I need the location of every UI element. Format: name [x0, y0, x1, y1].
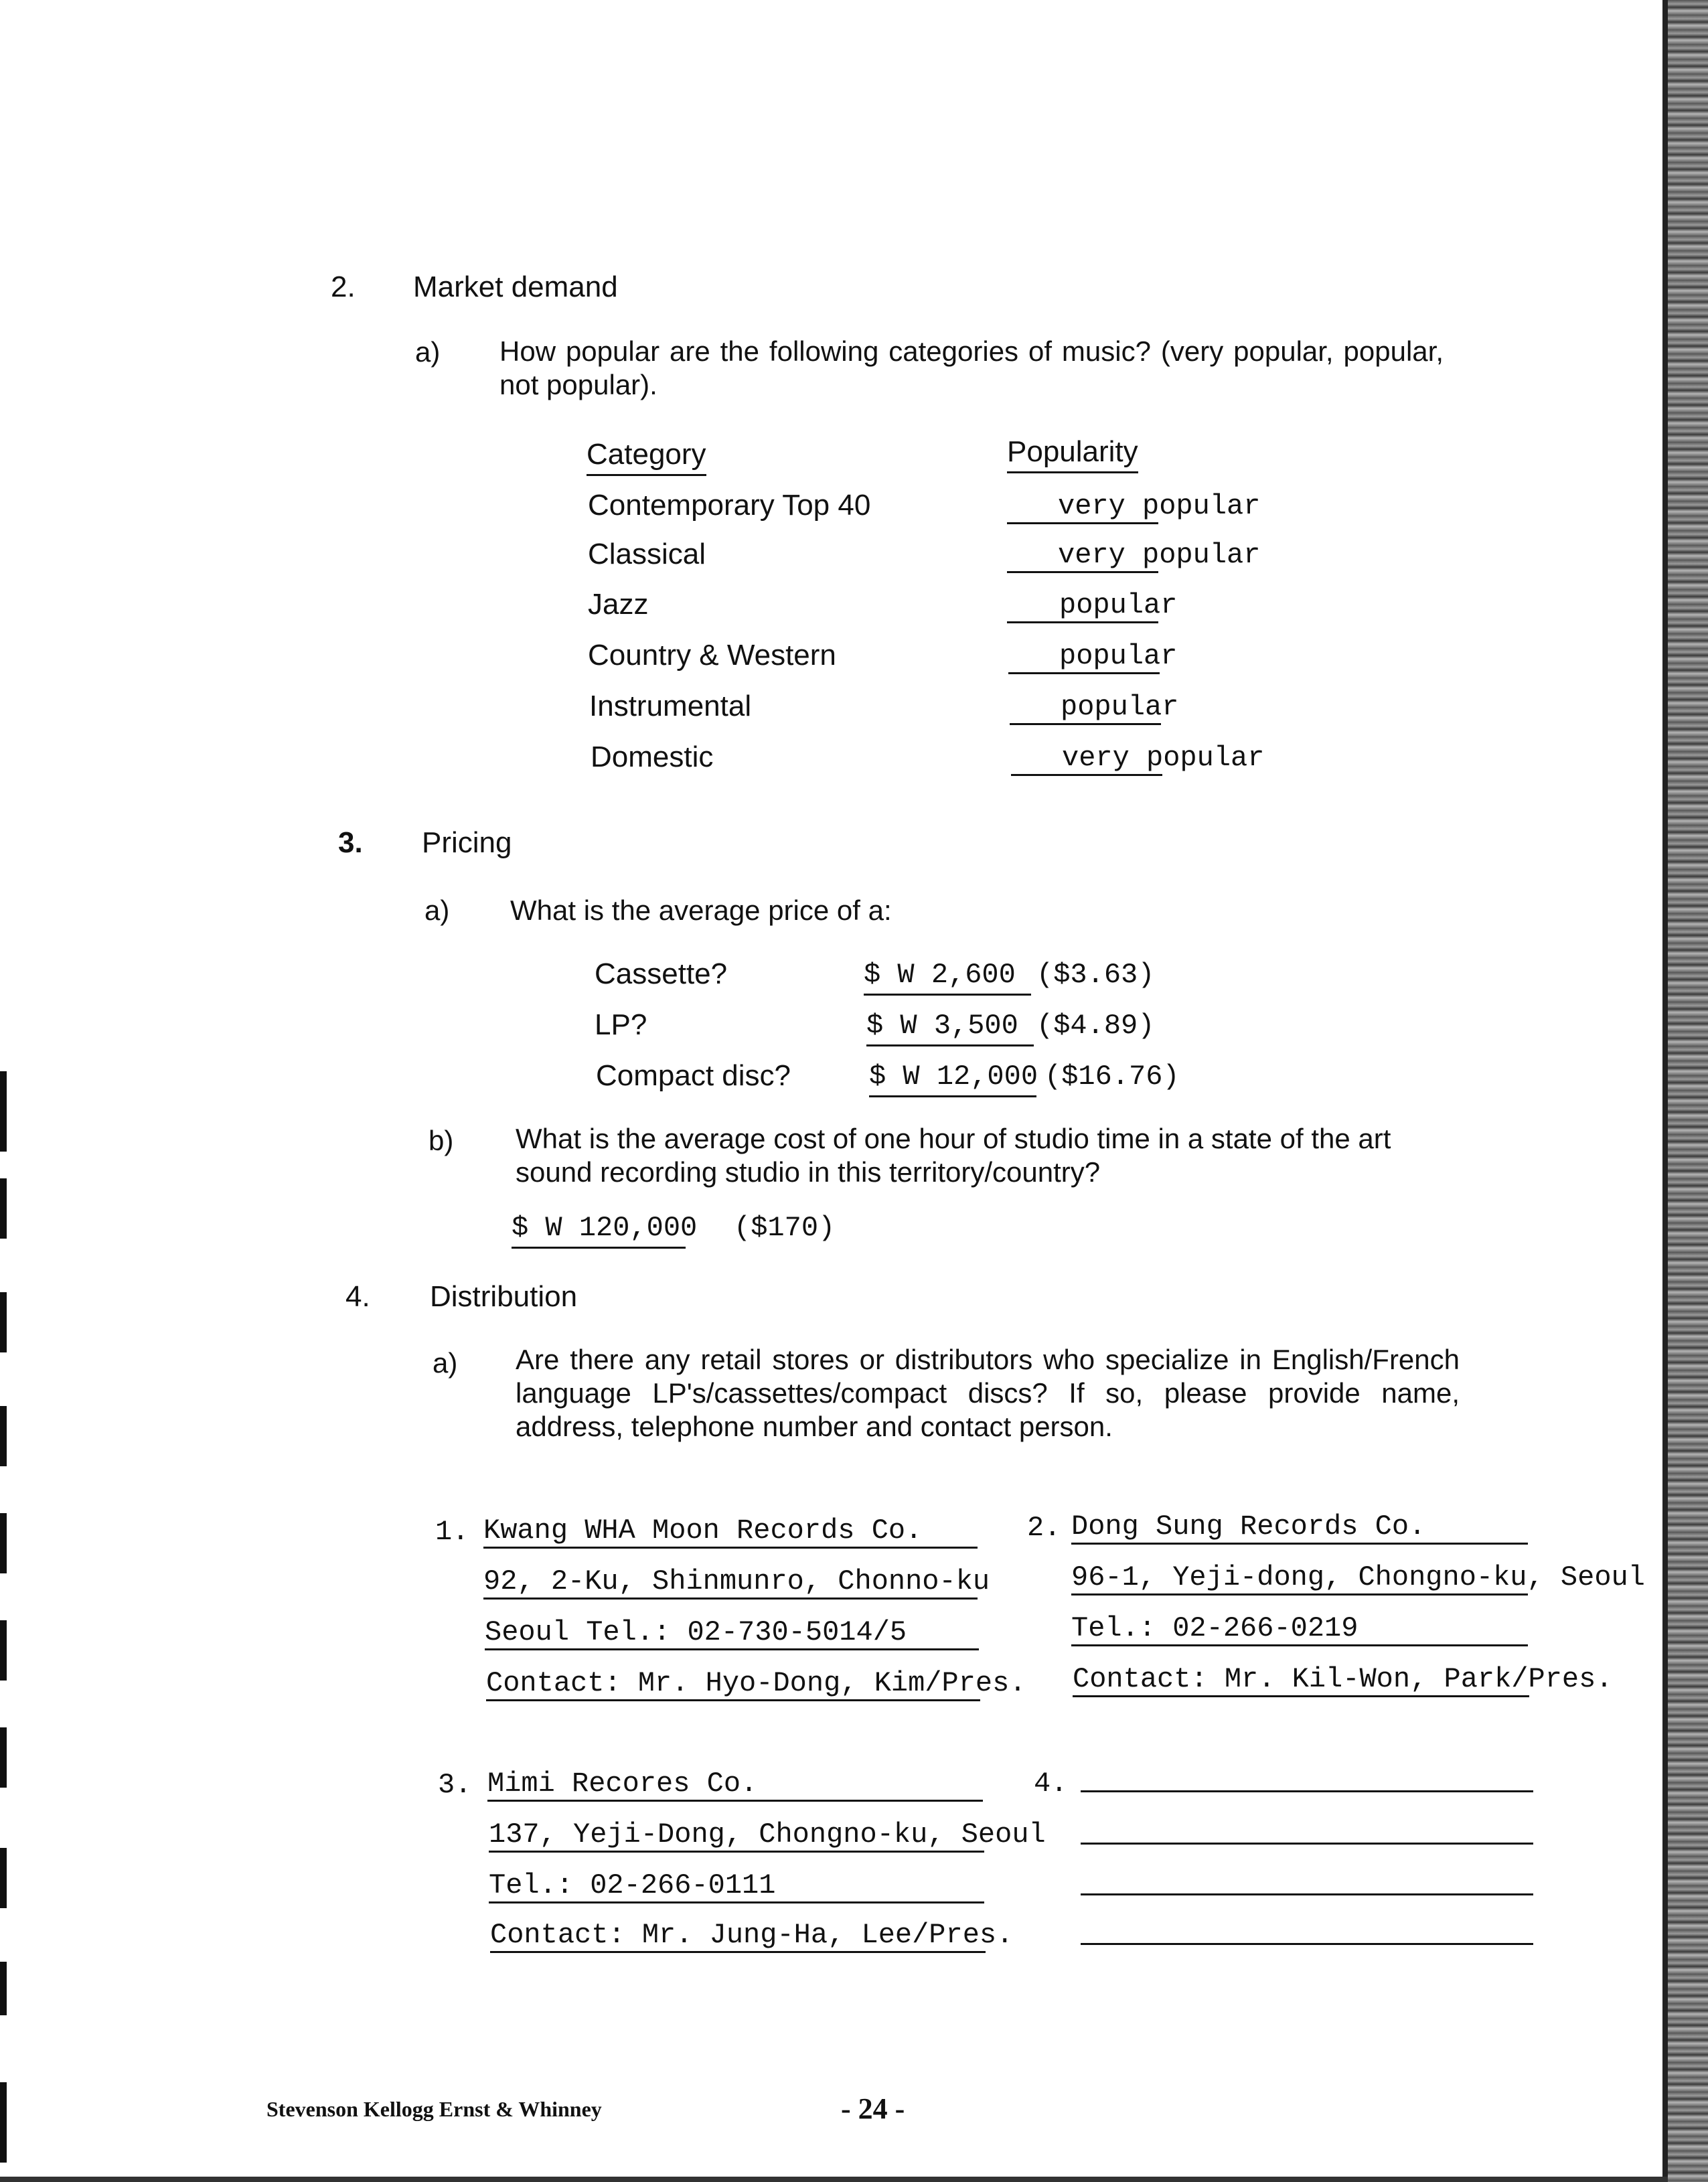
price-local: $ W 3,500	[866, 1010, 1034, 1046]
entry-line: 92, 2-Ku, Shinmunro, Chonno-ku	[483, 1565, 990, 1597]
answer-underline	[489, 1851, 984, 1853]
scan-mark	[0, 2082, 7, 2163]
blank-answer-line	[1081, 1843, 1533, 1845]
price-usd: ($16.76)	[1044, 1061, 1180, 1093]
answer-underline	[489, 1901, 984, 1903]
page-bottom-edge	[0, 2177, 1668, 2182]
entry-line: Contact: Mr. Jung-Ha, Lee/Pres.	[490, 1919, 1014, 1951]
answer-underline	[1011, 774, 1162, 776]
column-header-popularity: Popularity	[1007, 435, 1138, 473]
blank-answer-line	[1081, 1893, 1533, 1895]
column-header-category: Category	[587, 438, 706, 476]
entry-number: 3.	[438, 1769, 472, 1801]
question-label: b)	[429, 1125, 454, 1156]
entry-number: 2.	[1027, 1512, 1061, 1544]
entry-line: Tel.: 02-266-0219	[1071, 1612, 1358, 1644]
popularity-cell: popular	[1059, 640, 1178, 672]
entry-line: Tel.: 02-266-0111	[489, 1869, 776, 1901]
answer-underline	[1073, 1695, 1529, 1697]
entry-line: Dong Sung Records Co.	[1071, 1510, 1426, 1543]
popularity-cell: very popular	[1058, 490, 1261, 522]
price-item: LP?	[595, 1008, 647, 1041]
scan-mark	[0, 1178, 7, 1239]
entry-line: Seoul Tel.: 02-730-5014/5	[485, 1616, 907, 1648]
answer-underline	[1071, 1543, 1528, 1545]
question-label: a)	[433, 1347, 458, 1379]
answer-underline	[1007, 522, 1158, 524]
question-text: What is the average price of a:	[510, 894, 892, 926]
page-number: - 24 -	[841, 2092, 905, 2125]
price-local: $ W 12,000	[869, 1061, 1036, 1097]
answer-underline	[487, 1800, 983, 1802]
section-title: Pricing	[422, 826, 512, 859]
section-title: Distribution	[430, 1280, 578, 1313]
binding-edge	[1668, 0, 1708, 2182]
footer-firm-name: Stevenson Kellogg Ernst & Whinney	[266, 2097, 602, 2121]
scan-mark	[0, 1513, 7, 1573]
scan-mark	[0, 1620, 7, 1681]
popularity-cell: popular	[1061, 691, 1179, 723]
answer-underline	[1010, 723, 1161, 725]
category-cell: Domestic	[591, 741, 714, 773]
scan-mark	[0, 1848, 7, 1908]
question-text: Are there any retail stores or distributors who specialize in English/French language LP's/cassettes/compact discs? If so, please provide name, address, telephone number and contact person.	[516, 1344, 1460, 1442]
answer-underline	[1007, 621, 1158, 623]
answer-underline	[486, 1699, 980, 1701]
studio-cost-local: $ W 120,000	[512, 1212, 686, 1249]
question-label: a)	[415, 336, 441, 368]
entry-line: 137, Yeji-Dong, Chongno-ku, Seoul	[489, 1818, 1046, 1851]
price-usd: ($4.89)	[1036, 1010, 1155, 1042]
scan-mark	[0, 1406, 7, 1466]
entry-line: Mimi Recores Co.	[487, 1768, 758, 1800]
answer-underline	[1071, 1644, 1528, 1646]
question-text: What is the average cost of one hour of studio time in a state of the art sound recording studio in this territory/country?	[516, 1123, 1391, 1188]
question-text: How popular are the following categories of music? (very popular, popular, not popular).	[499, 335, 1444, 400]
blank-answer-line	[1081, 1790, 1533, 1792]
section-number: 4.	[345, 1280, 370, 1313]
answer-underline	[483, 1547, 978, 1549]
section-title: Market demand	[413, 270, 618, 303]
price-usd: ($3.63)	[1036, 959, 1155, 991]
section-number: 2.	[331, 270, 356, 303]
entry-line: Contact: Mr. Kil-Won, Park/Pres.	[1073, 1663, 1613, 1695]
answer-underline	[490, 1951, 986, 1953]
answer-underline	[1071, 1593, 1528, 1595]
entry-line: 96-1, Yeji-dong, Chongno-ku, Seoul	[1071, 1561, 1645, 1593]
price-item: Cassette?	[595, 957, 728, 990]
blank-answer-line	[1081, 1943, 1533, 1945]
scan-mark	[0, 1727, 7, 1788]
answer-underline	[1007, 571, 1158, 573]
category-cell: Instrumental	[589, 690, 752, 722]
scan-mark	[0, 1962, 7, 2015]
answer-underline	[485, 1648, 979, 1650]
popularity-cell: popular	[1059, 589, 1178, 621]
category-cell: Classical	[588, 538, 706, 570]
category-cell: Contemporary Top 40	[588, 489, 871, 522]
category-cell: Jazz	[588, 588, 649, 621]
category-cell: Country & Western	[588, 639, 836, 672]
entry-line: Kwang WHA Moon Records Co.	[483, 1514, 923, 1547]
answer-underline	[1008, 672, 1160, 674]
answer-underline	[483, 1597, 978, 1600]
studio-cost-usd: ($170)	[734, 1212, 836, 1244]
entry-line: Contact: Mr. Hyo-Dong, Kim/Pres.	[486, 1667, 1026, 1699]
popularity-cell: very popular	[1058, 539, 1261, 571]
scan-mark	[0, 1071, 7, 1152]
entry-number: 1.	[435, 1516, 469, 1548]
section-number: 3.	[338, 826, 363, 859]
price-local: $ W 2,600	[864, 959, 1031, 996]
popularity-cell: very popular	[1062, 742, 1265, 774]
page-edge-shadow	[1662, 0, 1668, 2182]
entry-number: 4.	[1034, 1768, 1068, 1800]
scan-mark	[0, 1292, 7, 1352]
question-label: a)	[424, 894, 450, 926]
price-item: Compact disc?	[596, 1059, 791, 1092]
